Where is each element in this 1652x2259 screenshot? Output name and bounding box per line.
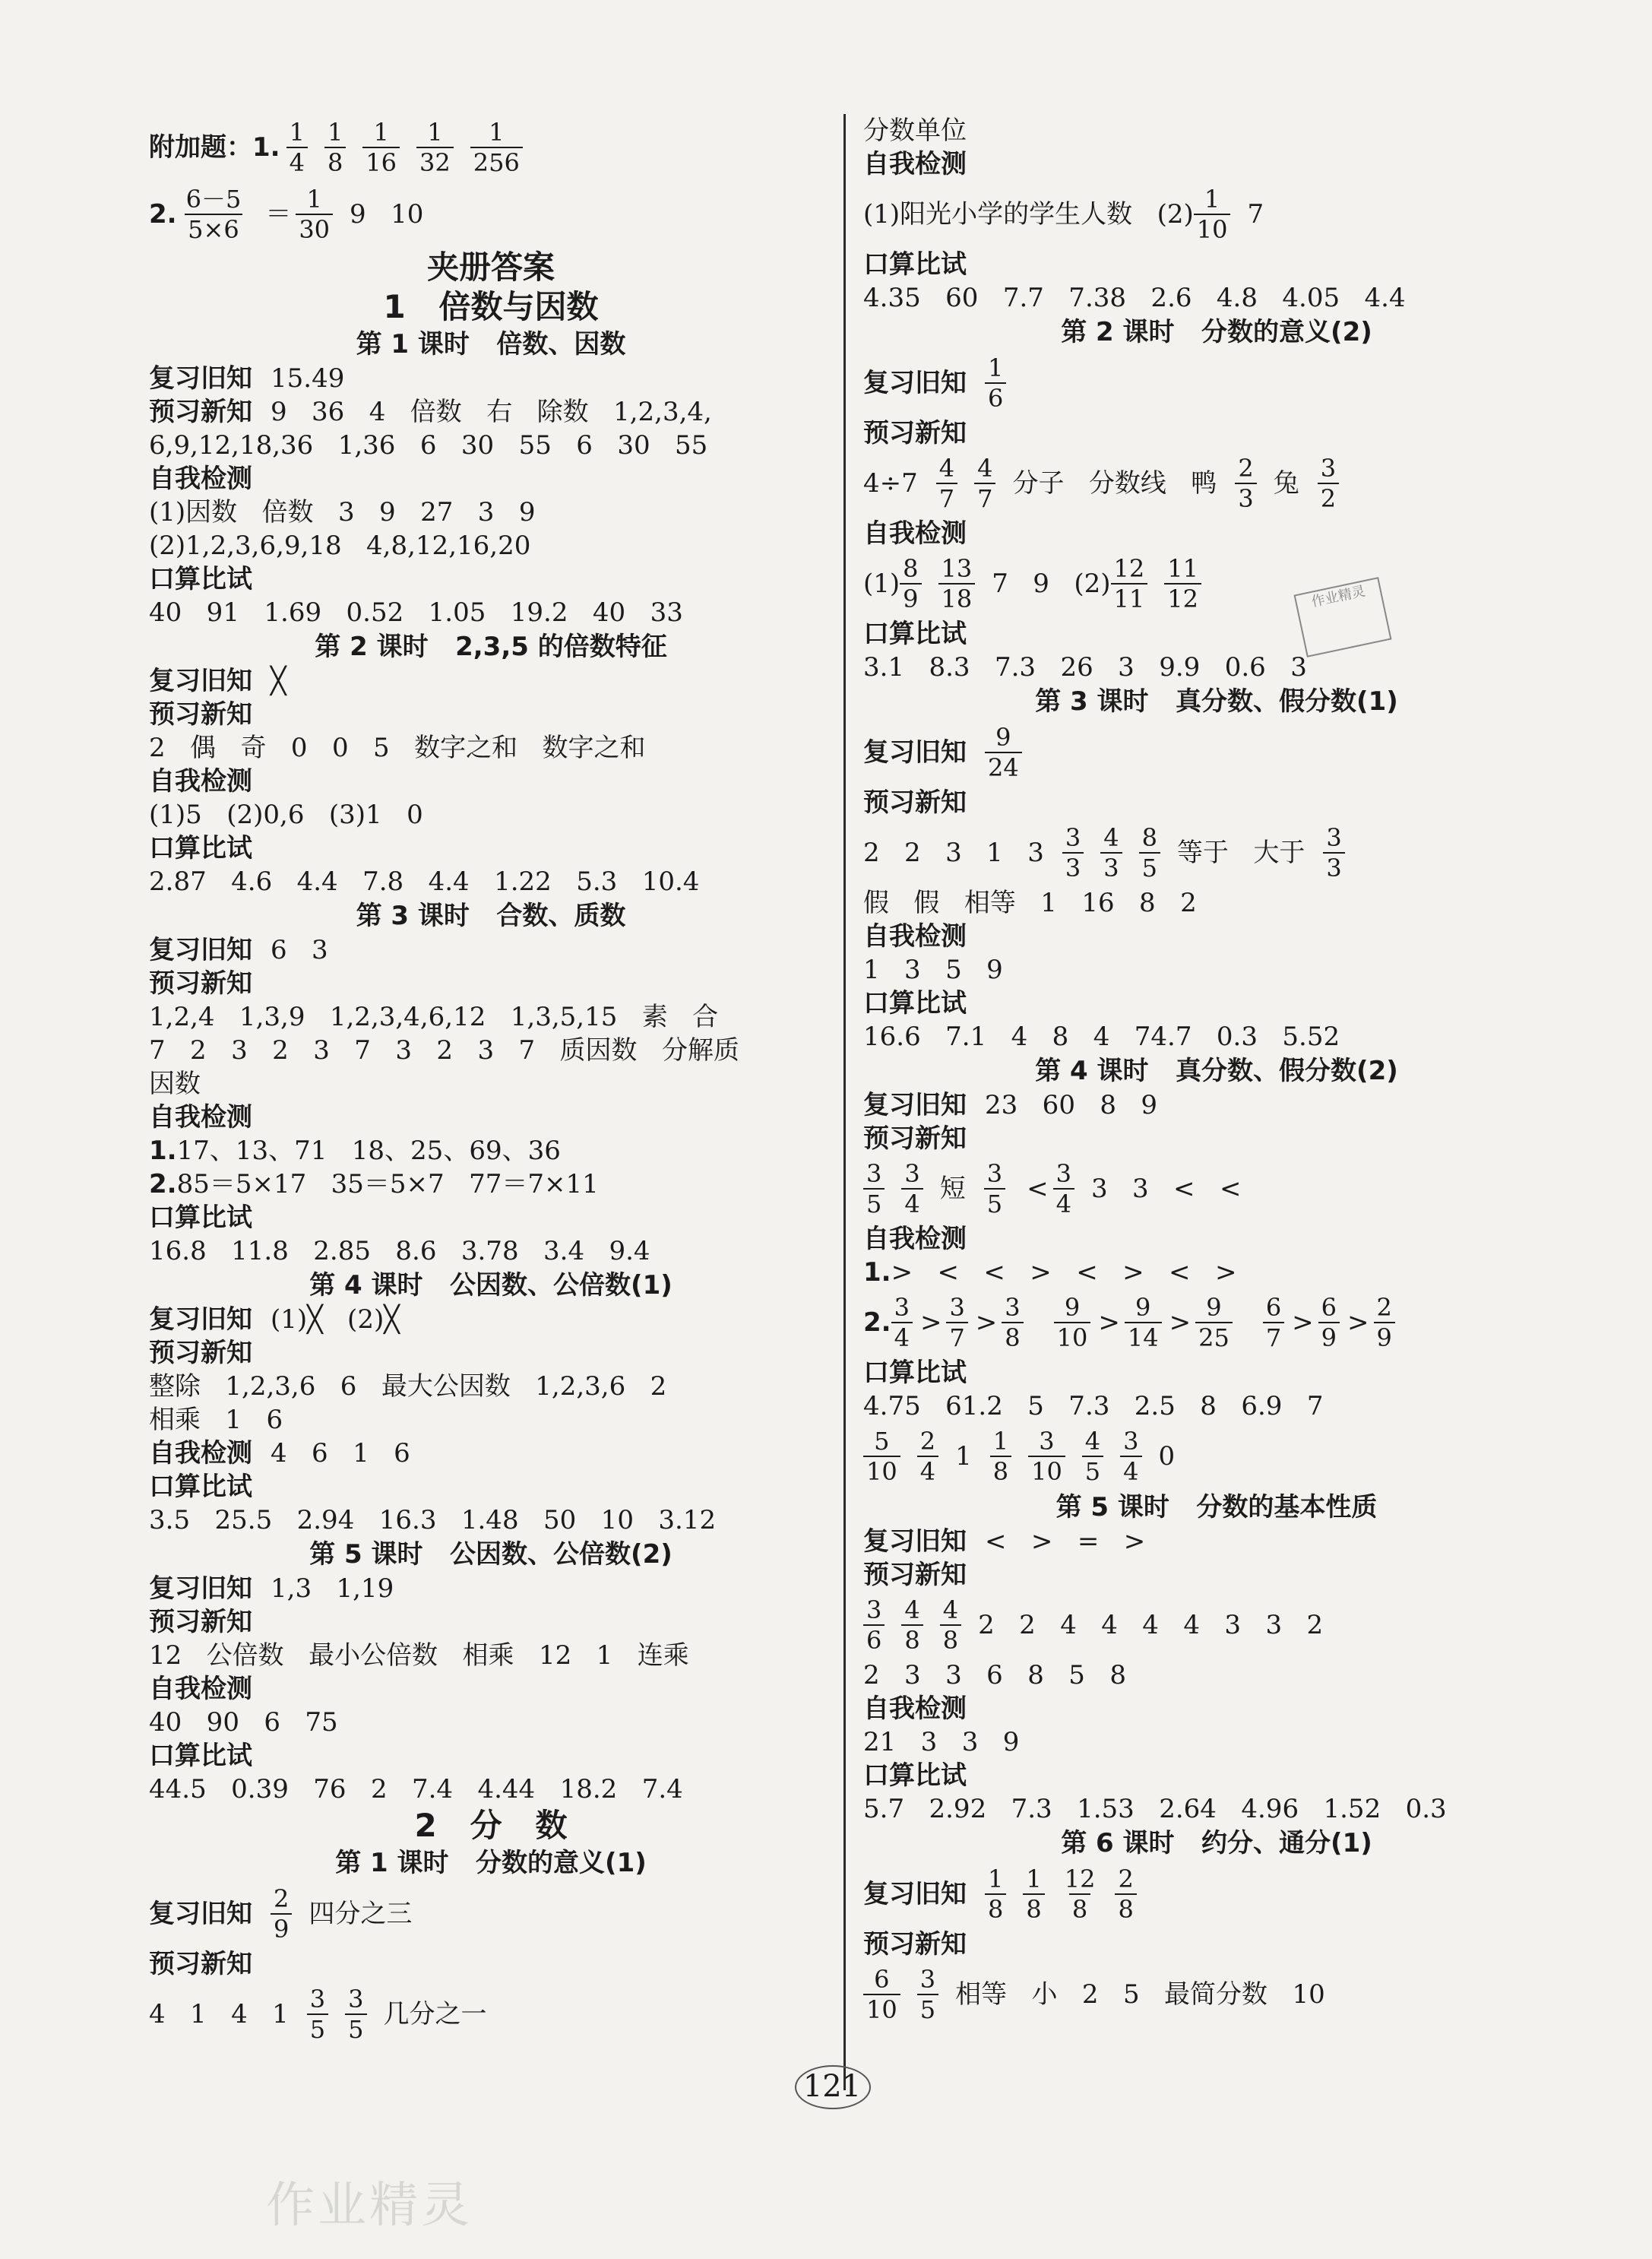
numerator: 6 [1265,1293,1282,1322]
fraction [1100,823,1122,882]
numerator: 13 [941,554,973,583]
answer-text: 9 36 4 倍数 右 除数 1,2,3,4, [271,397,712,427]
denominator: 16 [362,147,400,177]
numerator: 4 [977,454,993,483]
denominator: 7 [936,483,957,513]
denominator: 5 [345,2013,366,2044]
denominator: 5 [917,1994,938,2024]
denominator: 18 [938,583,976,613]
denominator: 4 [1120,1456,1141,1486]
numerator: 1 [427,118,443,147]
denominator: 25 [1195,1322,1233,1352]
numerator: 8 [1141,823,1157,852]
answer-text: 1,3 1,19 [271,1573,394,1604]
fraction [1028,1427,1065,1486]
fraction [1023,1865,1044,1924]
answer-text: (1)阳光小学的学生人数 (2) [863,199,1194,230]
denominator: 10 [863,1456,900,1486]
numerator: 3 [1039,1427,1055,1456]
denominator: 14 [1125,1322,1162,1352]
numerator: 1 [992,1427,1009,1456]
answer-text: 17、13、71 18、25、69、36 [176,1136,561,1166]
numerator: 11 [1167,554,1198,583]
denominator: 32 [416,147,454,177]
fraction-group [1062,823,1177,882]
fraction [1195,1293,1233,1352]
section-label: 自我检测 [149,766,252,797]
answer-text: 4.75 61.2 5 7.3 2.5 8 6.9 7 [863,1391,1324,1421]
denominator: 10 [863,1994,900,2024]
appendix-label: 附加题： [149,132,252,163]
fraction: $\frac{3}{2}$ [1318,454,1339,513]
numerator: 6 [1321,1293,1337,1322]
answer-text: 2.87 4.6 4.4 7.8 4.4 1.22 5.3 10.4 [149,867,700,897]
section-label: 口算比试 [149,564,252,594]
section-label: 自我检测 [863,149,967,179]
answer-text: 4 1 4 1 [149,1999,289,2029]
item-number: 1. [863,1257,891,1288]
denominator: 8 [1002,1322,1023,1352]
denominator: 8 [1069,1893,1090,1924]
numerator: 9 [1135,1293,1151,1322]
fraction [1374,1293,1395,1352]
numerator: 1 [489,118,505,147]
section-label: 复习旧知 [149,363,252,394]
answer-text: 相乘 1 6 [149,1405,283,1435]
greater-than-sign: > [1098,1307,1120,1338]
denominator: 12 [1164,583,1201,613]
answer-text: (1)╳ (2)╳ [271,1304,400,1335]
numerator: 2 [1376,1293,1392,1322]
answer-text: 85＝5×17 35＝5×7 77＝7×11 [176,1169,599,1199]
answer-text: 整除 1,2,3,6 6 最大公因数 1,2,3,6 2 [149,1371,667,1402]
numerator: 3 [348,1985,364,2013]
fraction: $\frac{9}{24}$ [985,723,1022,782]
section-label: 复习旧知 [149,1573,252,1604]
denominator: 7 [1263,1322,1284,1352]
numerator: 1 [988,1865,1004,1893]
section-label: 复习旧知 [863,368,967,398]
answer-text: 7 [1247,199,1264,230]
answer-text: 12 公倍数 最小公倍数 相乘 12 1 连乘 [149,1640,689,1671]
fraction: $\frac{3}{4}$ [1053,1159,1074,1218]
fraction [863,1965,900,2024]
fraction [1111,554,1148,613]
section-label: 口算比试 [863,619,967,649]
denominator: 8 [1115,1893,1136,1924]
fraction [362,118,400,177]
left-column [149,114,833,2048]
fraction: $\frac{2}{9}$ [271,1884,292,1944]
lesson-title: 第 4 课时 公因数、公倍数(1) [309,1270,673,1301]
answer-text: 16.6 7.1 4 8 4 74.7 0.3 5.52 [863,1022,1340,1052]
answer-text: > < < > < > < > [891,1257,1237,1288]
fraction: $\frac{1}{10}$ [1194,185,1231,244]
section-label: 复习旧知 [149,1899,252,1929]
section-label: 自我检测 [863,1224,967,1254]
section-label: 口算比试 [149,1472,252,1502]
answer-text: 4 6 1 6 [271,1438,410,1469]
section-label: 复习旧知 [863,1090,967,1120]
section-label: 口算比试 [863,249,967,280]
numerator: 4 [1103,823,1119,852]
answer-text: (1) [863,569,900,599]
answer-text: 等于 大于 [1176,838,1305,868]
answer-text: 5.7 2.92 7.3 1.53 2.64 4.96 1.52 0.3 [863,1794,1447,1824]
fraction-group [286,118,540,177]
fraction-group [1111,554,1218,613]
answer-text: 4.35 60 7.7 7.38 2.6 4.8 4.05 4.4 [863,283,1406,313]
answer-text: 15.49 [271,363,345,394]
less-than-sign: < [1027,1174,1049,1204]
numerator: 12 [1113,554,1145,583]
fraction-group [990,1427,1159,1486]
answer-text: 6,9,12,18,36 1,36 6 30 55 6 30 55 [149,430,708,461]
section-label: 自我检测 [149,1438,252,1469]
denominator: 8 [940,1624,961,1655]
denominator: 8 [985,1893,1006,1924]
appendix-line-1 [149,114,833,181]
right-column [863,114,1570,2028]
fraction: $\frac{2}{3}$ [1235,454,1256,513]
numerator: 3 [894,1293,910,1322]
denominator: 9 [1318,1322,1340,1352]
fraction [901,1159,923,1218]
section-label: 复习旧知 [149,935,252,965]
section-label: 口算比试 [863,1358,967,1388]
answer-text: 3 3 < < [1090,1174,1242,1204]
numerator: 6 [874,1965,890,1994]
lesson-title: 第 1 课时 倍数、因数 [356,329,626,360]
denominator: 5 [863,1188,885,1218]
fraction: $\frac{3}{3}$ [1323,823,1344,882]
numerator: 12 [1064,1865,1096,1893]
section-label: 预习新知 [863,787,967,818]
fraction: $\frac{3}{5}$ [984,1159,1005,1218]
section-label: 自我检测 [149,1674,252,1704]
volume-title: 夹册答案 [426,249,555,286]
fraction [470,118,523,177]
fraction-group [985,1865,1154,1924]
fraction [900,554,921,613]
fraction [990,1427,1011,1486]
numerator: 1 [373,118,389,147]
lesson-title: 第 6 课时 约分、通分(1) [1061,1828,1372,1858]
appendix-line-2 [149,181,833,248]
denominator: 9 [1374,1322,1395,1352]
section-label: 复习旧知 [863,737,967,768]
fraction [1002,1293,1023,1352]
denominator: 4 [917,1456,938,1486]
section-label: 预习新知 [149,1338,252,1368]
fraction [1164,554,1201,613]
section-label: 口算比试 [149,1202,252,1233]
fraction-group [307,1985,384,2044]
answer-text: 四分之三 [309,1899,413,1929]
answer-text: (2)1,2,3,6,9,18 4,8,12,16,20 [149,531,531,561]
answer-text: 因数 [149,1069,201,1099]
fraction [1263,1293,1284,1352]
denominator: 11 [1111,583,1148,613]
lesson-title: 第 1 课时 分数的意义(1) [335,1848,647,1878]
denominator: 8 [901,1624,923,1655]
section-label: 预习新知 [149,699,252,730]
denominator: 8 [324,147,346,177]
numerator: 1 [327,118,343,147]
answer-text: 假 假 相等 1 16 8 2 [863,888,1197,918]
lesson-title: 第 4 课时 真分数、假分数(2) [1035,1056,1398,1086]
fraction [917,1427,938,1486]
numerator: 3 [866,1159,882,1188]
fraction-group [863,1427,955,1486]
answer-text: 1 3 5 9 [863,955,1003,985]
numerator: 9 [1064,1293,1081,1322]
numerator: 1 [1026,1865,1042,1893]
section-label: 预习新知 [863,1560,967,1590]
lesson-title: 第 2 课时 分数的意义(2) [1061,317,1372,347]
numerator: 3 [949,1293,965,1322]
section-label: 预习新知 [149,1607,252,1637]
answer-text: 16.8 11.8 2.85 8.6 3.78 3.4 9.4 [149,1236,650,1266]
numerator: 5 [874,1427,890,1456]
fraction [1054,1293,1091,1352]
item-number: 1. [252,132,280,163]
unit-title: 2 分 数 [414,1807,568,1844]
fraction [863,1595,885,1655]
denominator: 8 [1023,1893,1044,1924]
answer-text: (1)5 (2)0,6 (3)1 0 [149,800,423,830]
fraction [917,1965,938,2024]
answer-text: 2 2 4 4 4 4 3 3 2 [978,1610,1324,1640]
answer-text: 6 3 [271,935,328,965]
answer-text: 几分之一 [383,1999,487,2029]
denominator: 4 [286,147,308,177]
section-label: 预习新知 [863,1929,967,1960]
fraction [1139,823,1160,882]
fraction [1125,1293,1162,1352]
section-label: 预习新知 [149,1949,252,1979]
fraction [1120,1427,1141,1486]
fraction-group [863,1159,940,1218]
answer-text: 短 [939,1174,966,1204]
fraction [985,1865,1006,1924]
fraction-chains [891,1293,1426,1352]
equals-sign: ＝ [265,199,292,230]
numerator: 3 [919,1965,936,1994]
fraction-group [863,1965,955,2024]
denominator: 256 [470,147,523,177]
section-label: 复习旧知 [149,1304,252,1335]
greater-than-sign: > [1292,1307,1314,1338]
numerator: 2 [919,1427,936,1456]
answer-text: 3.5 25.5 2.94 16.3 1.48 50 10 3.12 [149,1505,717,1535]
fraction [1318,1293,1340,1352]
stamp-logo: 作业精灵 [1294,577,1392,657]
answer-text: 分数单位 [863,116,967,146]
fraction-group [936,454,1013,513]
section-label: 口算比试 [149,1741,252,1771]
fraction [1062,823,1084,882]
section-label: 自我检测 [149,1102,252,1133]
denominator: 9 [900,583,921,613]
item-number: 1. [149,1136,177,1166]
numerator: 4 [938,454,955,483]
fraction: $\frac{1}{6}$ [985,353,1006,413]
answer-text: 44.5 0.39 76 2 7.4 4.44 18.2 7.4 [149,1774,683,1804]
fraction [416,118,454,177]
answer-text: 1,2,4 1,3,9 1,2,3,4,6,12 1,3,5,15 素 合 [149,1002,719,1032]
denominator: 4 [891,1322,913,1352]
numerator: 2 [1118,1865,1134,1893]
numerator: 1 [289,118,305,147]
lesson-title: 第 3 课时 合数、质数 [356,901,626,931]
section-label: 自我检测 [863,921,967,952]
numerator: 4 [942,1595,959,1624]
numerator: 3 [1123,1427,1139,1456]
greater-than-sign: > [1169,1307,1192,1338]
numerator: 3 [309,1985,326,2013]
item-number: 2. [149,199,177,230]
numerator: 3 [1065,823,1081,852]
denominator: 10 [1054,1322,1091,1352]
denominator: 8 [990,1456,1011,1486]
denominator: 3 [1062,852,1084,882]
fraction [938,554,976,613]
denominator: 7 [946,1322,967,1352]
answer-text: 兔 [1273,468,1299,499]
lesson-title: 第 5 课时 公因数、公倍数(2) [309,1539,673,1570]
section-label: 口算比试 [863,988,967,1019]
answer-text: 40 90 6 75 [149,1707,338,1738]
watermark: 作业精灵 [266,2178,473,2234]
fraction [863,1427,900,1486]
numerator: 4 [1084,1427,1101,1456]
page-number: 121 [790,2064,874,2109]
fraction [901,1595,923,1655]
fraction [324,118,346,177]
fraction [940,1595,961,1655]
section-label: 自我检测 [149,464,252,494]
section-label: 预习新知 [863,1123,967,1154]
fraction [974,454,995,513]
column-divider [843,114,846,2090]
answer-text: 分子 分数线 鸭 [1012,468,1217,499]
fraction-group [900,554,992,613]
fraction [286,118,308,177]
fraction [1062,1865,1099,1924]
section-label: 口算比试 [149,833,252,863]
greater-than-sign: > [1347,1307,1369,1338]
section-label: 复习旧知 [149,666,252,696]
denominator: 10 [1028,1456,1065,1486]
section-label: 预习新知 [149,397,252,427]
fraction [946,1293,967,1352]
answer-text: 21 3 3 9 [863,1727,1020,1757]
section-label: 复习旧知 [863,1879,967,1909]
fraction [307,1985,328,2044]
denominator: 5 [1139,852,1160,882]
section-label: 复习旧知 [863,1526,967,1557]
denominator: 4 [901,1188,923,1218]
fraction [936,454,957,513]
answer-text: 7 2 3 2 3 7 3 2 3 7 质因数 分解质 [149,1035,739,1066]
fraction [891,1293,913,1352]
denominator: 3 [1100,852,1122,882]
answer-text: ╳ [271,666,286,696]
fraction-group [863,1595,978,1655]
fraction: $\frac{6-5}{5\times 6}$ [185,185,242,244]
section-label: 自我检测 [863,1693,967,1724]
denominator: 5 [307,2013,328,2044]
section-label: 预习新知 [863,418,967,448]
greater-than-sign: > [975,1307,998,1338]
fraction [1115,1865,1136,1924]
unit-title: 1 倍数与因数 [383,288,599,325]
numerator: 9 [1206,1293,1222,1322]
answer-text: 23 60 8 9 [985,1090,1158,1120]
answer-text: 7 9 (2) [992,569,1111,599]
section-label: 预习新知 [149,968,252,999]
numerator: 8 [903,554,919,583]
answer-text: 40 91 1.69 0.52 1.05 19.2 40 33 [149,597,683,628]
answer-text: 0 [1158,1441,1176,1472]
answer-text: 4÷7 [863,468,918,499]
section-label: 口算比试 [863,1760,967,1791]
denominator: 6 [863,1624,885,1655]
fraction [1082,1427,1103,1486]
item-number: 2. [863,1307,891,1338]
answer-text: 9 10 [350,199,424,230]
fraction: $\frac{1}{30}$ [296,185,333,244]
item-number: 2. [149,1169,177,1199]
lesson-title: 第 5 课时 分数的基本性质 [1055,1492,1378,1522]
numerator: 3 [904,1159,920,1188]
denominator: 5 [1082,1456,1103,1486]
answer-text: 2 3 3 6 8 5 8 [863,1660,1126,1690]
answer-text: (1)因数 倍数 3 9 27 3 9 [149,497,536,528]
answer-text: 1 [955,1441,972,1472]
greater-than-sign: > [919,1307,942,1338]
fraction [863,1159,885,1218]
answer-text: 相等 小 2 5 最简分数 10 [955,1979,1325,2010]
denominator: 7 [974,483,995,513]
lesson-title: 第 3 课时 真分数、假分数(1) [1035,686,1398,717]
section-label: 自我检测 [863,518,967,549]
numerator: 3 [1005,1293,1021,1322]
answer-text: < > = > [985,1526,1146,1557]
fraction [345,1985,366,2044]
lesson-title: 第 2 课时 2,3,5 的倍数特征 [315,632,667,662]
answer-text: 2 偶 奇 0 0 5 数字之和 数字之和 [149,733,646,763]
numerator: 4 [904,1595,920,1624]
numerator: 3 [866,1595,882,1624]
answer-text: 3.1 8.3 7.3 26 3 9.9 0.6 3 [863,652,1307,683]
answer-text: 2 2 3 1 3 [863,838,1044,868]
